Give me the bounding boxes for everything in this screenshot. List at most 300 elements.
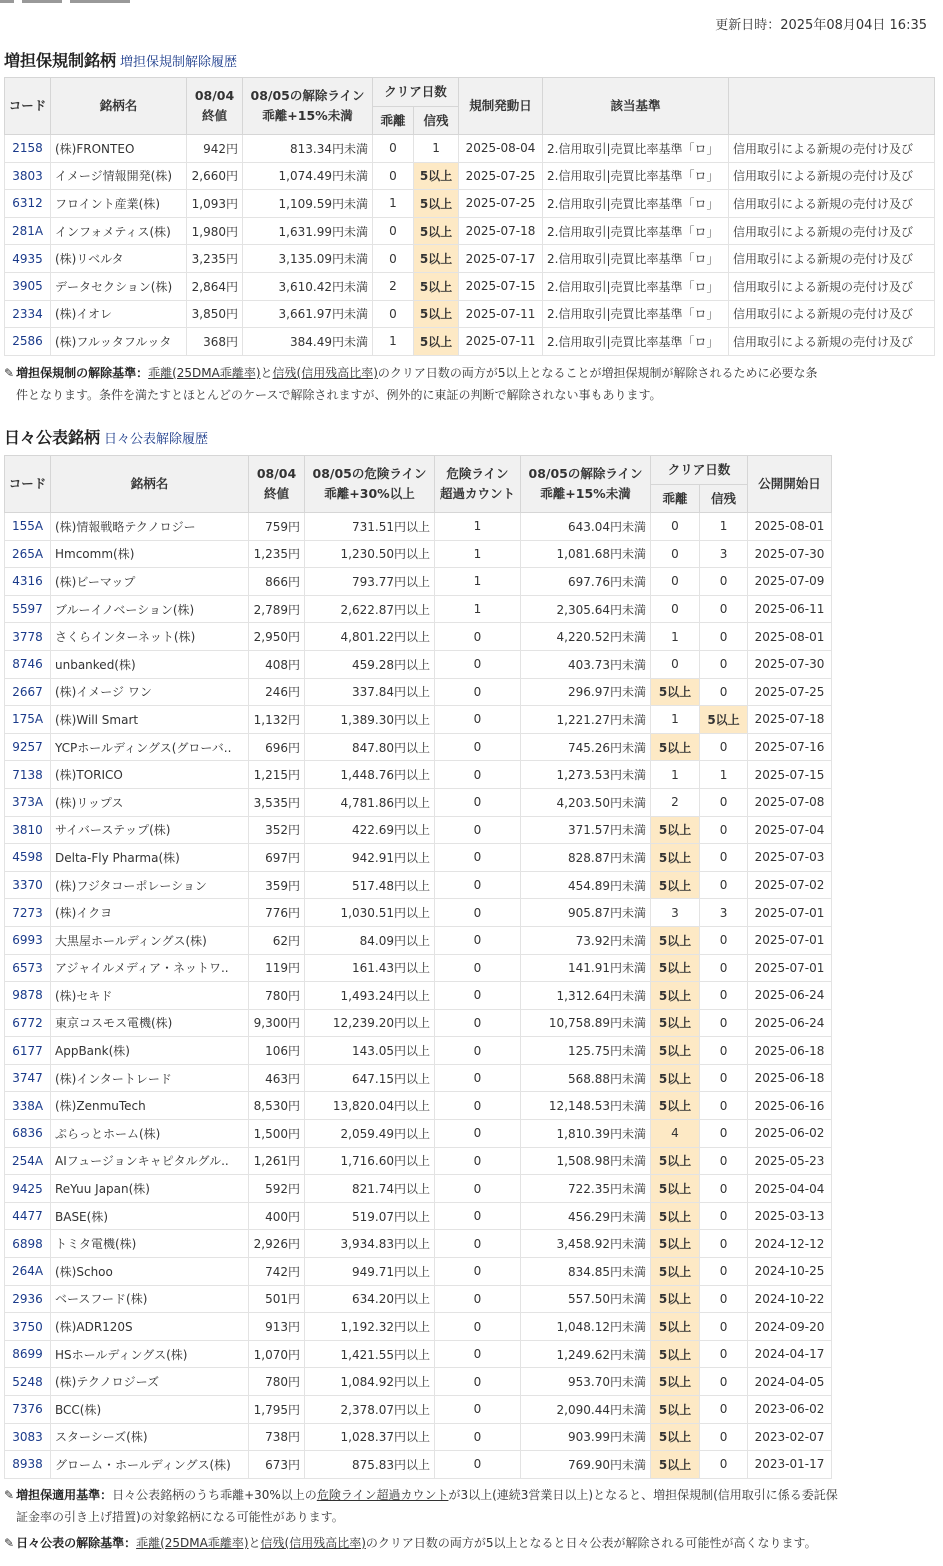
stock-name: ReYuu Japan(株) [51,1175,249,1203]
table-row [5,1092,832,1120]
col-start: 規制発動日 [459,78,543,135]
stock-code-link[interactable]: 4935 [5,245,51,273]
stock-code-link[interactable]: 6573 [5,954,51,982]
clear-dev: 5以上 [651,1368,700,1396]
stock-code-link[interactable]: 4316 [5,568,51,596]
close-price: 2,926円 [249,1230,305,1258]
criteria-detail: 信用取引による新規の売付け及び [729,328,935,356]
danger-count: 0 [435,706,521,734]
stock-name: 大黒屋ホールディングス(株) [51,926,249,954]
stock-name: unbanked(株) [51,650,249,678]
clear-credit: 0 [700,1202,748,1230]
start-date: 2025-06-11 [748,595,832,623]
release-line: 1,081.68円未満 [521,540,651,568]
close-price: 368円 [187,328,243,356]
release-line: 1,273.53円未満 [521,761,651,789]
release-line: 4,203.50円未満 [521,788,651,816]
stock-code-link[interactable]: 265A [5,540,51,568]
clear-dev: 1 [651,706,700,734]
clear-dev: 5以上 [651,1451,700,1479]
stock-code-link[interactable]: 6836 [5,1120,51,1148]
clear-dev: 5以上 [651,1037,700,1065]
start-date: 2025-07-17 [459,245,543,273]
stock-code-link[interactable]: 8938 [5,1451,51,1479]
start-date: 2025-07-15 [748,761,832,789]
table-row [5,982,832,1010]
table-row [5,623,832,651]
clear-dev: 2 [373,272,414,300]
release-line: 4,220.52円未満 [521,623,651,651]
daily-release-note: ✎ 日々公表の解除基準：乖離(25DMA乖離率)と信残(信用残高比率)のクリア日数の両方が5以上となると日々公表が解除される可能性が高くなります。 [4,1536,817,1550]
close-price: 62円 [249,926,305,954]
stock-code-link[interactable]: 6898 [5,1230,51,1258]
clear-credit: 5以上 [414,300,459,328]
start-date: 2025-04-04 [748,1175,832,1203]
clear-dev: 0 [651,650,700,678]
stock-name: BCC(株) [51,1396,249,1424]
danger-line: 1,716.60円以上 [305,1147,435,1175]
dev-link[interactable]: 乖離(25DMA乖離率) [136,1536,249,1550]
clear-credit: 0 [700,650,748,678]
release-line: 454.89円未満 [521,871,651,899]
clear-dev: 0 [651,540,700,568]
close-price: 501円 [249,1285,305,1313]
stock-code-link[interactable]: 3778 [5,623,51,651]
stock-name: (株)情報戦略テクノロジー [51,513,249,541]
stock-code-link[interactable]: 9878 [5,982,51,1010]
start-date: 2025-07-01 [748,926,832,954]
table-row [5,328,935,356]
start-date: 2025-07-25 [459,162,543,190]
close-price: 2,950円 [249,623,305,651]
col-start: 公開開始日 [748,456,832,513]
start-date: 2025-05-23 [748,1147,832,1175]
close-price: 780円 [249,982,305,1010]
margin-apply-note: ✎ 増担保適用基準：日々公表銘柄のうち乖離+30%以上の危険ライン超過カウントが3以上(連続3営業日以上)となると、増担保規制(信用取引に係る委託保 証金率の引き上げ措置)の対象銘柄になる可能性があります。 [4,1488,838,1524]
release-line: 384.49円未満 [243,328,373,356]
start-date: 2025-07-25 [459,190,543,218]
close-price: 1,070円 [249,1340,305,1368]
stock-name: (株)ADR120S [51,1313,249,1341]
danger-line: 1,084.92円以上 [305,1368,435,1396]
table-row [5,595,832,623]
criteria: 2.信用取引|売買比率基準「ロ」 [543,217,729,245]
stock-code-link[interactable]: 2334 [5,300,51,328]
stock-name: (株)セキド [51,982,249,1010]
release-line: 834.85円未満 [521,1258,651,1286]
clear-credit: 0 [700,1230,748,1258]
stock-code-link[interactable]: 3370 [5,871,51,899]
release-line: 813.34円未満 [243,135,373,163]
table-row [5,954,832,982]
col-clear-days: クリア日数 [651,456,748,485]
close-price: 246円 [249,678,305,706]
close-price: 463円 [249,1064,305,1092]
close-price: 673円 [249,1451,305,1479]
stock-name: 東京コスモス電機(株) [51,1009,249,1037]
danger-line: 821.74円以上 [305,1175,435,1203]
danger-count: 0 [435,761,521,789]
start-date: 2025-07-04 [748,816,832,844]
table-row [5,650,832,678]
start-date: 2025-08-04 [459,135,543,163]
close-price: 696円 [249,733,305,761]
stock-name: BASE(株) [51,1202,249,1230]
stock-code-link[interactable]: 3905 [5,272,51,300]
stock-code-link[interactable]: 3083 [5,1423,51,1451]
release-line: 3,458.92円未満 [521,1230,651,1258]
stock-name: (株)インタートレード [51,1064,249,1092]
stock-name: (株)イオレ [51,300,187,328]
close-price: 742円 [249,1258,305,1286]
close-price: 8,530円 [249,1092,305,1120]
clear-credit: 0 [700,1009,748,1037]
danger-line: 161.43円以上 [305,954,435,982]
release-line: 1,221.27円未満 [521,706,651,734]
criteria: 2.信用取引|売買比率基準「ロ」 [543,245,729,273]
stock-code-link[interactable]: 254A [5,1147,51,1175]
clear-credit: 5以上 [414,190,459,218]
clear-dev: 5以上 [651,954,700,982]
close-price: 106円 [249,1037,305,1065]
table-row [5,245,935,273]
close-price: 2,660円 [187,162,243,190]
release-line: 722.35円未満 [521,1175,651,1203]
close-price: 9,300円 [249,1009,305,1037]
clear-dev: 1 [651,761,700,789]
daily-table [4,455,832,1479]
stock-code-link[interactable]: 2586 [5,328,51,356]
table-row [5,568,832,596]
table-row [5,1037,832,1065]
stock-name: アジャイルメディア・ネットワ.. [51,954,249,982]
close-price: 592円 [249,1175,305,1203]
clear-dev: 5以上 [651,1340,700,1368]
start-date: 2025-07-03 [748,844,832,872]
close-price: 2,789円 [249,595,305,623]
stock-name: サイバーステップ(株) [51,816,249,844]
danger-line: 337.84円以上 [305,678,435,706]
danger-count: 0 [435,844,521,872]
stock-code-link[interactable]: 5248 [5,1368,51,1396]
stock-name: YCPホールディングス(グローバ.. [51,733,249,761]
clear-credit: 1 [414,135,459,163]
stock-name: (株)イクヨ [51,899,249,927]
release-line: 141.91円未満 [521,954,651,982]
clear-credit: 1 [700,761,748,789]
danger-count: 0 [435,1147,521,1175]
stock-name: (株)TORICO [51,761,249,789]
start-date: 2023-06-02 [748,1396,832,1424]
start-date: 2025-07-16 [748,733,832,761]
table-row [5,300,935,328]
danger-line: 731.51円以上 [305,513,435,541]
stock-code-link[interactable]: 3750 [5,1313,51,1341]
danger-line: 1,192.32円以上 [305,1313,435,1341]
clear-dev: 5以上 [651,926,700,954]
close-price: 3,535円 [249,788,305,816]
release-line: 403.73円未満 [521,650,651,678]
stock-code-link[interactable]: 5597 [5,595,51,623]
danger-line: 143.05円以上 [305,1037,435,1065]
clear-credit: 0 [700,1037,748,1065]
clear-credit: 0 [700,1092,748,1120]
danger-count: 0 [435,1451,521,1479]
clear-dev: 5以上 [651,816,700,844]
stock-name: AIフュージョンキャピタルグル.. [51,1147,249,1175]
clear-credit: 0 [700,1423,748,1451]
danger-line: 942.91円以上 [305,844,435,872]
clear-dev: 0 [373,162,414,190]
clear-dev: 5以上 [651,1313,700,1341]
stock-code-link[interactable]: 6772 [5,1009,51,1037]
stock-code-link[interactable]: 6312 [5,190,51,218]
clear-credit: 3 [700,899,748,927]
table-row [5,844,832,872]
start-date: 2025-07-25 [748,678,832,706]
dev-link[interactable]: 乖離(25DMA乖離率) [148,366,261,380]
start-date: 2025-07-18 [459,217,543,245]
start-date: 2025-07-01 [748,899,832,927]
clear-dev: 0 [373,300,414,328]
table-row [5,816,832,844]
stock-name: フロイント産業(株) [51,190,187,218]
clear-credit: 0 [700,954,748,982]
release-line: 1,810.39円未満 [521,1120,651,1148]
close-price: 1,235円 [249,540,305,568]
stock-name: (株)テクノロジーズ [51,1368,249,1396]
danger-line: 1,230.50円以上 [305,540,435,568]
clear-credit: 5以上 [414,217,459,245]
clear-dev: 5以上 [651,1202,700,1230]
danger-line: 634.20円以上 [305,1285,435,1313]
danger-line: 422.69円以上 [305,816,435,844]
clear-credit: 0 [700,733,748,761]
release-line: 745.26円未満 [521,733,651,761]
danger-line: 12,239.20円以上 [305,1009,435,1037]
danger-line: 1,389.30円以上 [305,706,435,734]
stock-code-link[interactable]: 7138 [5,761,51,789]
stock-name: (株)FRONTEO [51,135,187,163]
start-date: 2024-04-17 [748,1340,832,1368]
clear-credit: 0 [700,1147,748,1175]
clear-credit: 0 [700,816,748,844]
stock-code-link[interactable]: 7273 [5,899,51,927]
stock-code-link[interactable]: 3810 [5,816,51,844]
clear-credit: 0 [700,568,748,596]
stock-code-link[interactable]: 9257 [5,733,51,761]
col-code: コード [5,456,51,513]
stock-code-link[interactable]: 8699 [5,1340,51,1368]
stock-name: (株)イメージ ワン [51,678,249,706]
table-row [5,788,832,816]
close-price: 119円 [249,954,305,982]
table-row [5,678,832,706]
criteria-detail: 信用取引による新規の売付け及び [729,300,935,328]
start-date: 2025-06-02 [748,1120,832,1148]
clear-dev: 5以上 [651,1147,700,1175]
margin-table [4,77,935,356]
danger-line: 1,028.37円以上 [305,1423,435,1451]
stock-name: (株)ZenmuTech [51,1092,249,1120]
stock-code-link[interactable]: 6177 [5,1037,51,1065]
table-row [5,1451,832,1479]
stock-code-link[interactable]: 3747 [5,1064,51,1092]
close-price: 352円 [249,816,305,844]
top-decoration [0,0,140,4]
close-price: 3,235円 [187,245,243,273]
clear-dev: 5以上 [651,1092,700,1120]
stock-code-link[interactable]: 281A [5,217,51,245]
stock-code-link[interactable]: 373A [5,788,51,816]
danger-count: 1 [435,568,521,596]
clear-credit: 0 [700,871,748,899]
criteria: 2.信用取引|売買比率基準「ロ」 [543,328,729,356]
danger-line: 2,622.87円以上 [305,595,435,623]
release-line: 1,249.62円未満 [521,1340,651,1368]
stock-code-link[interactable]: 4477 [5,1202,51,1230]
release-line: 568.88円未満 [521,1064,651,1092]
stock-name: HSホールディングス(株) [51,1340,249,1368]
release-line: 769.90円未満 [521,1451,651,1479]
daily-history-link[interactable]: 日々公表解除履歴 [104,432,209,447]
table-row [5,871,832,899]
release-line: 643.04円未満 [521,513,651,541]
table-row [5,1313,832,1341]
danger-count: 1 [435,540,521,568]
stock-code-link[interactable]: 175A [5,706,51,734]
danger-count: 0 [435,954,521,982]
stock-name: AppBank(株) [51,1037,249,1065]
release-line: 73.92円未満 [521,926,651,954]
clear-credit: 0 [700,1175,748,1203]
danger-count: 0 [435,899,521,927]
danger-count-link[interactable]: 危険ライン超過カウント [316,1488,449,1502]
stock-code-link[interactable]: 6993 [5,926,51,954]
danger-line: 1,493.24円以上 [305,982,435,1010]
clear-credit: 0 [700,678,748,706]
credit-link[interactable]: 信残(信用残高比率) [260,1536,366,1550]
col-close: 08/04 終値 [249,456,305,513]
col-danger: 08/05の危険ライン 乖離+30%以上 [305,456,435,513]
clear-dev: 0 [373,135,414,163]
start-date: 2025-07-08 [748,788,832,816]
danger-line: 84.09円以上 [305,926,435,954]
close-price: 1,261円 [249,1147,305,1175]
stock-code-link[interactable]: 3803 [5,162,51,190]
start-date: 2025-07-11 [459,300,543,328]
pencil-icon: ✎ [4,366,15,380]
clear-dev: 0 [651,568,700,596]
credit-link[interactable]: 信残(信用残高比率) [272,366,378,380]
clear-dev: 1 [651,623,700,651]
stock-code-link[interactable]: 9425 [5,1175,51,1203]
stock-code-link[interactable]: 7376 [5,1396,51,1424]
col-clear-days: クリア日数 [373,78,459,107]
release-line: 3,610.42円未満 [243,272,373,300]
stock-code-link[interactable]: 8746 [5,650,51,678]
margin-history-link[interactable]: 増担保規制解除履歴 [120,55,238,70]
clear-credit: 0 [700,844,748,872]
stock-code-link[interactable]: 2667 [5,678,51,706]
release-line: 1,074.49円未満 [243,162,373,190]
close-price: 942円 [187,135,243,163]
start-date: 2025-07-11 [459,328,543,356]
margin-title-text: 増担保規制銘柄 [4,51,117,70]
danger-count: 0 [435,1340,521,1368]
clear-dev: 1 [373,190,414,218]
stock-code-link[interactable]: 2936 [5,1285,51,1313]
start-date: 2025-07-30 [748,650,832,678]
start-date: 2025-07-02 [748,871,832,899]
danger-count: 0 [435,1368,521,1396]
table-row [5,706,832,734]
table-row [5,162,935,190]
stock-code-link[interactable]: 155A [5,513,51,541]
danger-count: 0 [435,871,521,899]
daily-section-title [4,425,208,448]
start-date: 2023-02-07 [748,1423,832,1451]
stock-name: Hmcomm(株) [51,540,249,568]
release-line: 2,305.64円未満 [521,595,651,623]
start-date: 2025-06-16 [748,1092,832,1120]
clear-credit: 0 [700,623,748,651]
release-line: 125.75円未満 [521,1037,651,1065]
danger-count: 0 [435,926,521,954]
danger-count: 0 [435,1313,521,1341]
stock-code-link[interactable]: 4598 [5,844,51,872]
start-date: 2024-04-05 [748,1368,832,1396]
close-price: 1,795円 [249,1396,305,1424]
danger-count: 0 [435,1423,521,1451]
danger-count: 0 [435,1230,521,1258]
stock-name: イメージ情報開発(株) [51,162,187,190]
release-line: 12,148.53円未満 [521,1092,651,1120]
danger-line: 4,801.22円以上 [305,623,435,651]
clear-credit: 5以上 [700,706,748,734]
table-row [5,1258,832,1286]
release-line: 905.87円未満 [521,899,651,927]
stock-name: (株)リベルタ [51,245,187,273]
criteria-detail: 信用取引による新規の売付け及び [729,190,935,218]
clear-dev: 3 [651,899,700,927]
clear-credit: 0 [700,1120,748,1148]
stock-code-link[interactable]: 2158 [5,135,51,163]
col-clear-dev: 乖離 [651,485,700,513]
danger-count: 0 [435,733,521,761]
table-row [5,272,935,300]
col-close: 08/04 終値 [187,78,243,135]
stock-name: (株)Will Smart [51,706,249,734]
table-row [5,1285,832,1313]
start-date: 2025-08-01 [748,623,832,651]
col-name: 銘柄名 [51,78,187,135]
close-price: 780円 [249,1368,305,1396]
release-line: 953.70円未満 [521,1368,651,1396]
stock-code-link[interactable]: 264A [5,1258,51,1286]
stock-name: スターシーズ(株) [51,1423,249,1451]
stock-code-link[interactable]: 338A [5,1092,51,1120]
stock-name: (株)ビーマップ [51,568,249,596]
table-row [5,1009,832,1037]
stock-name: データセクション(株) [51,272,187,300]
start-date: 2025-06-18 [748,1037,832,1065]
clear-credit: 0 [700,1285,748,1313]
clear-credit: 5以上 [414,328,459,356]
start-date: 2025-08-01 [748,513,832,541]
clear-credit: 1 [700,513,748,541]
release-line: 1,109.59円未満 [243,190,373,218]
